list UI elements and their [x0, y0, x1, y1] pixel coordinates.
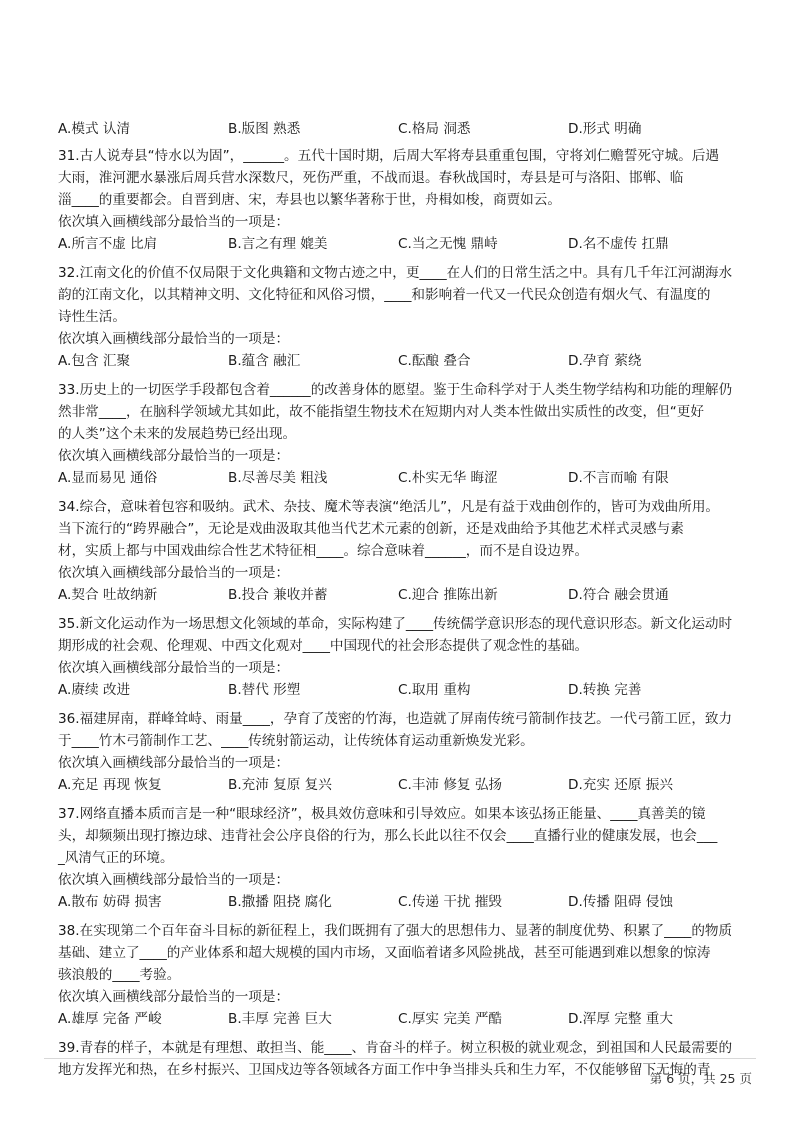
- options-row: [58, 467, 748, 490]
- question-text-line: 基础、建立了____的产业体系和超大规模的国内市场，又面临着诸多风险挑战，甚至可能遇到难以想象的惊涛: [58, 945, 711, 961]
- question-stem: 39.青春的样子，本就是有理想、敢担当、能____、肯奋斗的样子。树立积极的就业观念，到祖国和人民最需要的: [58, 1040, 733, 1056]
- option-b: B.替代 形塑: [228, 682, 301, 698]
- option-c: C.格局 洞悉: [398, 121, 471, 137]
- question-stem: 32.江南文化的价值不仅局限于文化典籍和文物古迹之中，更____在人们的日常生活之中。具有几千年江河湖海水: [58, 265, 733, 281]
- question-stem: 38.在实现第二个百年奋斗目标的新征程上，我们既拥有了强大的思想伟力、显著的制度优势、积累了____的物质: [58, 923, 733, 939]
- option-b: B.尽善尽美 粗浅: [228, 470, 328, 486]
- question-instruction: 依次填入画横线部分最恰当的一项是：: [58, 331, 290, 347]
- question-block: [58, 379, 748, 490]
- option-a: A.显而易见 通俗: [58, 470, 158, 486]
- question-instruction: 依次填入画横线部分最恰当的一项是：: [58, 565, 290, 581]
- option-c: C.传递 干扰 摧毁: [398, 894, 503, 910]
- option-b: B.撒播 阻挠 腐化: [228, 894, 332, 910]
- question-instruction: 依次填入画横线部分最恰当的一项是：: [58, 755, 290, 771]
- question-text-line: 的人类”这个未来的发展趋势已经出现。: [58, 426, 297, 442]
- option-a: A.契合 吐故纳新: [58, 587, 158, 603]
- question-block: [58, 920, 748, 1031]
- question-block: [58, 1037, 748, 1081]
- options-row: [58, 1008, 748, 1031]
- option-d: D.传播 阻碍 侵蚀: [568, 894, 673, 910]
- question-stem: 36.福建屏南，群峰耸峙、雨量____，孕育了茂密的竹海，也造就了屏南传统弓箭制作技艺。一代弓箭工匠，致力: [58, 711, 733, 727]
- option-a: A.雄厚 完备 严峻: [58, 1011, 162, 1027]
- question-text-line: 头，却频频出现打擦边球、违背社会公序良俗的行为，那么长此以往不仅会____直播行业的健康发展，也会___: [58, 828, 718, 844]
- option-c: C.迎合 推陈出新: [398, 587, 498, 603]
- question-block: [58, 803, 748, 914]
- option-b: B.言之有理 媲美: [228, 236, 328, 252]
- option-a: A.充足 再现 恢复: [58, 777, 162, 793]
- question-text-line: 韵的江南文化，以其精神文明、文化特征和风俗习惯，____和影响着一代又一代民众创造有烟火气、有温度的: [58, 287, 711, 303]
- option-d: D.浑厚 完整 重大: [568, 1011, 673, 1027]
- options-row: [58, 679, 748, 702]
- option-b: B.投合 兼收并蓄: [228, 587, 328, 603]
- options-row-top: [58, 118, 748, 141]
- question-text-line: 淄____的重要都会。自晋到唐、宋，寿县也以繁华著称于世，舟楫如梭，商贾如云。: [58, 192, 561, 208]
- option-c: C.当之无愧 鼎峙: [398, 236, 498, 252]
- footer-divider: [44, 1058, 756, 1059]
- options-row: [58, 774, 748, 797]
- option-d: D.孕育 萦绕: [568, 353, 642, 369]
- question-block: [58, 708, 748, 797]
- question-block: [58, 145, 748, 256]
- option-d: D.名不虚传 扛鼎: [568, 236, 669, 252]
- question-block: [58, 262, 748, 373]
- option-d: D.符合 融会贯通: [568, 587, 669, 603]
- question-stem: 37.网络直播本质而言是一种“眼球经济”，极具效仿意味和引导效应。如果本该弘扬正能量、____真善美的镜: [58, 806, 706, 822]
- question-stem: 34.综合，意味着包容和吸纳。武术、杂技、魔术等表演“绝活儿”，凡是有益于戏曲创作的，皆可为戏曲所用。: [58, 499, 720, 515]
- option-a: A.散布 妨碍 损害: [58, 894, 162, 910]
- option-c: C.厚实 完美 严酷: [398, 1011, 503, 1027]
- question-text-line: _风清气正的环境。: [58, 850, 174, 866]
- option-b: B.版图 熟悉: [228, 121, 301, 137]
- option-d: D.形式 明确: [568, 121, 642, 137]
- option-b: B.丰厚 完善 巨大: [228, 1011, 332, 1027]
- question-stem: 33.历史上的一切医学手段都包含着______的改善身体的愿望。鉴于生命科学对于人类生物学结构和功能的理解仍: [58, 382, 733, 398]
- option-c: C.丰沛 修复 弘扬: [398, 777, 503, 793]
- question-text-line: 当下流行的“跨界融合”，无论是戏曲汲取其他当代艺术元素的创新，还是戏曲给予其他艺术样式灵感与素: [58, 521, 684, 537]
- question-text-line: 期形成的社会观、伦理观、中西文化观对____中国现代的社会形态提供了观念性的基础。: [58, 638, 589, 654]
- option-a: A.包含 汇聚: [58, 353, 131, 369]
- option-a: A.所言不虚 比肩: [58, 236, 158, 252]
- option-d: D.充实 还原 振兴: [568, 777, 673, 793]
- question-text-line: 然非常____，在脑科学领域尤其如此，故不能指望生物技术在短期内对人类本性做出实质性的改变，但“更好: [58, 404, 704, 420]
- question-instruction: 依次填入画横线部分最恰当的一项是：: [58, 214, 290, 230]
- option-a: A.赓续 改进: [58, 682, 131, 698]
- question-block: [58, 496, 748, 607]
- question-text-line: 地方发挥光和热，在乡村振兴、卫国戍边等各领域各方面工作中争当排头兵和生力军，不仅能够留下无悔的青: [58, 1062, 711, 1078]
- question-content: [58, 118, 748, 1083]
- question-instruction: 依次填入画横线部分最恰当的一项是：: [58, 448, 290, 464]
- question-text-line: 材，实质上都与中国戏曲综合性艺术特征相____。综合意味着______，而不是自设边界。: [58, 543, 589, 559]
- options-row: [58, 584, 748, 607]
- option-a: A.模式 认清: [58, 121, 131, 137]
- question-instruction: 依次填入画横线部分最恰当的一项是：: [58, 989, 290, 1005]
- question-text-line: 于____竹木弓箭制作工艺、____传统射箭运动，让传统体育运动重新焕发光彩。: [58, 733, 534, 749]
- options-row: [58, 233, 748, 256]
- option-d: D.不言而喻 有限: [568, 470, 669, 486]
- question-stem: 35.新文化运动作为一场思想文化领域的革命，实际构建了____传统儒学意识形态的现代意识形态。新文化运动时: [58, 616, 733, 632]
- question-text-line: 骇浪般的____考验。: [58, 967, 181, 983]
- option-c: C.朴实无华 晦涩: [398, 470, 498, 486]
- question-text-line: 大雨，淮河淝水暴涨后周兵营水深数尺，死伤严重，不战而退。春秋战国时，寿县是可与洛阳、邯郸、临: [58, 170, 684, 186]
- option-c: C.酝酿 叠合: [398, 353, 471, 369]
- option-b: B.充沛 复原 复兴: [228, 777, 332, 793]
- question-block: [58, 613, 748, 702]
- page-number: 第 6 页，共 25 页: [649, 1071, 752, 1086]
- question-text-line: 诗性生活。: [58, 309, 126, 325]
- options-row: [58, 891, 748, 914]
- question-instruction: 依次填入画横线部分最恰当的一项是：: [58, 872, 290, 888]
- options-row: [58, 350, 748, 373]
- question-stem: 31.古人说寿县“恃水以为固”，______。五代十国时期，后周大军将寿县重重包围，守将刘仁赡誓死守城。后遇: [58, 148, 720, 164]
- option-b: B.蕴含 融汇: [228, 353, 301, 369]
- option-c: C.取用 重构: [398, 682, 471, 698]
- question-instruction: 依次填入画横线部分最恰当的一项是：: [58, 660, 290, 676]
- option-d: D.转换 完善: [568, 682, 642, 698]
